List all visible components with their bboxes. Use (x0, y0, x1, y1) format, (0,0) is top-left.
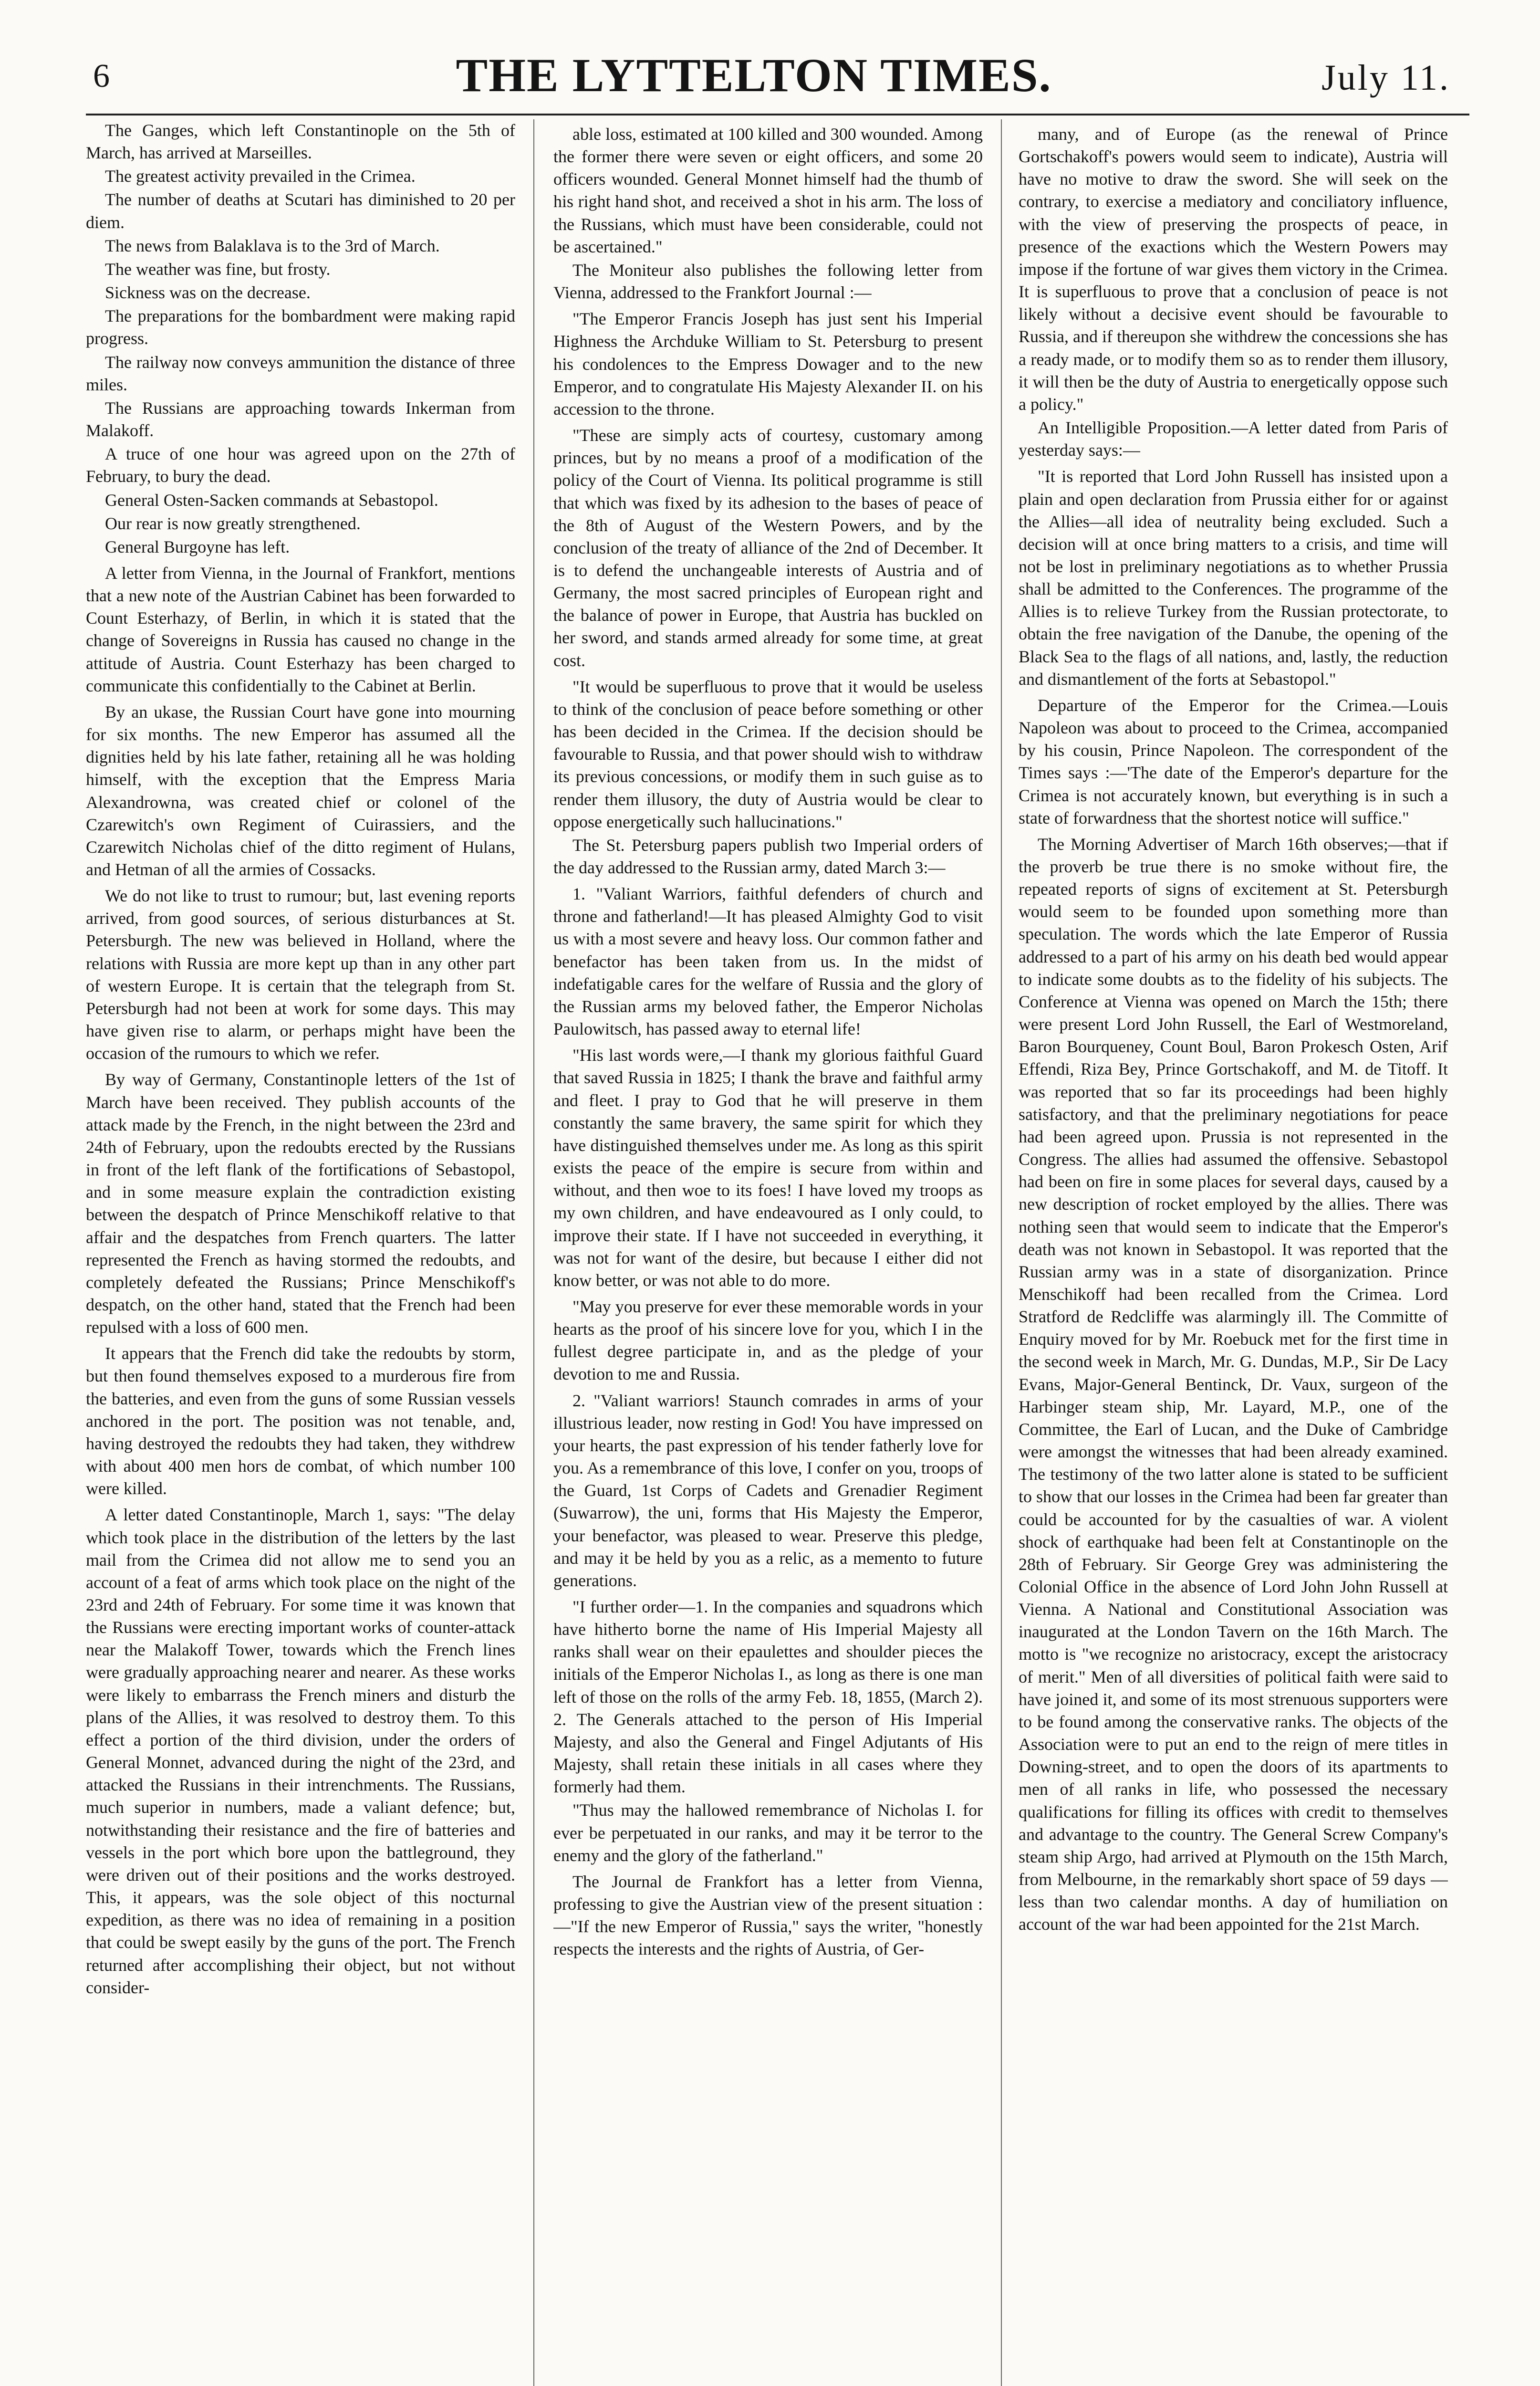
article-paragraph: By way of Germany, Constantinople letters of the 1st of March have been received. They publish accounts of the attack made by the French, in the night between the 23rd and 24th of February, upon the redoubts erected by the Russians in front of the left flank of the fortifications of Sebastopol, and in some measure explain the contradiction existing between the despatch of Prince Menschikoff relative to that affair and the despatches from French quarters. The latter represented the French as having stormed the redoubts, and completely defeated the Russians; Prince Menschikoff's despatch, on the other hand, stated that the French had been repulsed with a loss of 600 men. (86, 1070, 515, 1337)
newspaper-title: THE LYTTELTON TIMES. (456, 49, 1052, 102)
column-1 (86, 119, 515, 2386)
article-paragraph: The preparations for the bombardment were making rapid progress. (86, 306, 515, 348)
article-paragraph: Departure of the Emperor for the Crimea.—Louis Napoleon was about to proceed to the Crimea, accompanied by his cousin, Prince Napoleon. The correspondent of the Times says :—'The date of the Emperor's departure for the Crimea is not accurately known, but everything is in such a state of forwardness that the shortest notice will suffice." (1019, 695, 1448, 827)
article-paragraph: The greatest activity prevailed in the Crimea. (105, 167, 416, 186)
article-paragraph: 1. "Valiant Warriors, faithful defenders of church and throne and fatherland!—It has pleased Almighty God to visit us with a most severe and heavy loss. Our common father and benefactor has been taken from us. In the midst of indefatigable cares for the welfare of Russia and the glory of the Russian arms my beloved father, the Emperor Nicholas Paulowitsch, has passed away to eternal life! (553, 884, 983, 1039)
column-3 (1019, 119, 1448, 2386)
article-paragraph: "Thus may the hallowed remembrance of Nicholas I. for ever be perpetuated in our ranks, and may it be terror to the enemy and the glory of the fatherland." (553, 1800, 983, 1865)
article-paragraph: The news from Balaklava is to the 3rd of March. (105, 236, 440, 255)
article-paragraph: General Burgoyne has left. (105, 537, 290, 556)
page-number: 6 (93, 58, 110, 94)
article-paragraph: A truce of one hour was agreed upon on the 27th of February, to bury the dead. (86, 444, 515, 486)
article-paragraph: 2. "Valiant warriors! Staunch comrades in arms of your illustrious leader, now resting in God! You have impressed on your hearts, the past expression of his tender fatherly love for you. As a remembrance of this love, I confer on you, troops of the Guard, 1st Corps of Cadets and Grenadier Regiment (Suwarrow), the uni, forms that His Majesty the Emperor, your benefactor, was pleased to wear. Preserve this pledge, and may it be held by you as a relic, as a memento to future generations. (553, 1391, 983, 1590)
column-divider (533, 119, 534, 2386)
article-paragraph: General Osten-Sacken commands at Sebastopol. (105, 490, 438, 510)
article-paragraph: The number of deaths at Scutari has diminished to 20 per diem. (86, 190, 515, 232)
article-paragraph: The Ganges, which left Constantinople on the 5th of March, has arrived at Marseilles. (86, 121, 515, 163)
article-paragraph: "These are simply acts of courtesy, customary among princes, but by no means a proof of a modification of the policy of the Court of Vienna. Its political programme is still that which was fixed by its adhesion to the bases of peace of the 8th of August of the Western Powers, and by the conclusion of the treaty of alliance of the 2nd of December. It is to defend the unchangeable interests of Austria and of Germany, the most sacred principles of European right and the balance of power in Europe, that Austria has buckled on her sword, and stands armed already for some time, at great cost. (553, 426, 983, 670)
article-paragraph: We do not like to trust to rumour; but, last evening reports arrived, from good sources, of serious disturbances at St. Petersburgh. The new was believed in Holland, where the relations with Russia are more kept up than in any other part of western Europe. It is certain that the telegraph from St. Petersburgh had not been at work for some days. This may have given rise to alarm, or perhaps might have been the occasion of the rumours to which we refer. (86, 886, 515, 1063)
article-paragraph: By an ukase, the Russian Court have gone into mourning for six months. The new Emperor has assumed all the dignities held by his late father, retaining all he was holding himself, with the exception that the Empress Maria Alexandrowna, was created chief or colonel of the Czarewitch's own Regiment of Cuirassiers, and the Czarewitch Nicholas chief of the ditto regiment of Hulans, and Hetman of all the armies of Cossacks. (86, 702, 515, 879)
column-2 (553, 119, 983, 2386)
article-paragraph: "The Emperor Francis Joseph has just sent his Imperial Highness the Archduke William to St. Petersburg to present his condolences to the Empress Dowager and to the new Emperor, and to congratulate His Majesty Alexander II. on his accession to the throne. (553, 309, 983, 419)
article-paragraph: able loss, estimated at 100 killed and 300 wounded. Among the former there were seven or eight officers, and some 20 officers wounded. General Monnet himself had the thumb of his right hand shot, and received a shot in his arm. The loss of the Russians, which must have been considerable, could not be ascertained." (553, 125, 983, 256)
article-paragraph: "His last words were,—I thank my glorious faithful Guard that saved Russia in 1825; I thank the brave and faithful army and fleet. I pray to God that he will preserve in them constantly the same bravery, the same spirit for which they have distinguished themselves under me. As long as this spirit exists the peace of the empire is secure from within and without, and then woe to its foes! I have loved my troops as my own children, and have endeavoured as I only could, to improve their state. If I have not succeeded in everything, it was not for want of the desire, but because I either did not know better, or was not able to do more. (553, 1046, 983, 1290)
article-paragraph: The weather was fine, but frosty. (105, 259, 331, 279)
article-paragraph: "It is reported that Lord John Russell has insisted upon a plain and open declaration from Prussia either for or against the Allies—all idea of neutrality being excluded. Such a decision will at once bring matters to a crisis, and time will not be lost in preliminary negotiations as to whether Prussia shall be admitted to the Conferences. The programme of the Allies is to relieve Turkey from the Russian protectorate, to obtain the free navigation of the Danube, the opening of the Black Sea to the flags of all nations, and, lastly, the reduction and dismantlement of the forts at Sebastopol." (1019, 467, 1448, 689)
column-divider (1001, 119, 1002, 2386)
article-paragraph: The Moniteur also publishes the following letter from Vienna, addressed to the Frankfort Journal :— (553, 260, 983, 303)
page-header (57, 45, 1450, 117)
article-paragraph: The Russians are approaching towards Inkerman from Malakoff. (86, 398, 515, 440)
article-paragraph: Sickness was on the decrease. (105, 283, 311, 303)
article-paragraph: The St. Petersburg papers publish two Imperial orders of the day addressed to the Russian army, dated March 3:— (553, 835, 983, 877)
article-paragraph: The Morning Advertiser of March 16th observes;—that if the proverb be true there is no smoke without fire, the repeated reports of signs of excitement at St. Petersburgh would seem to be founded upon something more than speculation. The words which the late Emperor of Russia addressed to a part of his army on his death bed would appear to indicate some doubts as to the fidelity of his subjects. The Conference at Vienna was opened on March the 15th; there were present Lord John Russell, the Earl of Westmoreland, Baron Bourqueney, Count Boul, Baron Prokesch Osten, Arif Effendi, Riza Bey, Prince Gortschakoff, and M. de Titoff. It was reported that so far its proceedings had been highly satisfactory, and that the preliminary negotiations for peace had been agreed upon. Prussia is not represented in the Congress. The allies had assumed the offensive. Sebastopol had been on fire in some places for several days, caused by a new description of rocket employed by the allies. There was nothing seen that would seem to indicate that the Emperor's death was not known in Sebastopol. It was reported that the Russian army was in a state of disorganization. Prince Menschikoff had been recalled from the Crimea. Lord Stratford de Redcliffe was alarmingly ill. The Committe of Enquiry moved for by Mr. Roebuck met for the first time in the second week in March, Mr. G. Dundas, M.P., Sir De Lacy Evans, Major-General Bentinck, Dr. Vaux, surgeon of the Harbinger steam ship, Mr. Layard, M.P., one of the Committee, the Earl of Lucan, and the Duke of Cambridge were amongst the witnesses that had been already examined. The testimony of the two latter alone is stated to be sufficient to show that our losses in the Crimea had been far greater than could be accounted for by the casualties of war. A violent shock of earthquake had been felt at Constantinople on the 28th of February. Sir George Grey was administering the Colonial Office in the absence of Lord John John Russell at Vienna. A National and Constitutional Association was inaugurated at the London Tavern on the 16th March. The motto is "we recognize no aristocracy, except the aristocracy of merit." Men of all diversities of political faith were said to have joined it, and some of its most strenuous supporters were to be found among the conservative ranks. The objects of the Association were to put an end to the reign of mere titles in Downing-street, and to open the doors of its apartments to men of all ranks in life, who possessed the necessary qualifications for filling its offices with credit to themselves and advantage to the country. The General Screw Company's steam ship Argo, had arrived at Plymouth on the 15th March, from Melbourne, in the remarkably short space of 59 days —less than two calendar months. A day of humiliation on account of the war had been appointed for the 21st March. (1019, 834, 1448, 1934)
article-paragraph: A letter from Vienna, in the Journal of Frankfort, mentions that a new note of the Austrian Cabinet has been forwarded to Count Esterhazy, of Berlin, in which it is stated that the change of Sovereigns in Russia has caused no change in the attitude of Austria. Count Esterhazy has been charged to communicate this confidentially to the Cabinet at Berlin. (86, 563, 515, 695)
issue-date: July 11. (1321, 58, 1450, 98)
article-paragraph: A letter dated Constantinople, March 1, says: "The delay which took place in the distribution of the letters by the last mail from the Crimea did not allow me to send you an account of a feat of arms which took place on the night of the 23rd and 24th of February. For some time it was known that the Russians were erecting important works of counter-attack near the Malakoff Tower, towards which the French lines were gradually approaching nearer and nearer. As these works were likely to embarrass the French miners and disturb the plans of the Allies, it was resolved to destroy them. To this effect a portion of the third division, under the orders of General Monnet, advanced during the night of the 23rd, and attacked the Russians in their intrenchments. The Russians, much superior in numbers, made a valiant defence; but, notwithstanding their resistance and the fire of batteries and vessels in the port which bore upon the battleground, they were driven out of their positions and the works destroyed. This, it appears, was the sole object of this nocturnal expedition, as there was no idea of remaining in a position that could be swept easily by the guns of the port. The French returned after accomplishing their object, but not without consider- (86, 1505, 515, 1997)
header-rule (86, 114, 1469, 115)
article-paragraph: "It would be superfluous to prove that it would be useless to think of the conclusion of peace before something or other has been decided in the Crimea. If the decision should be favourable to Russia, and that power should wish to withdraw its previous concessions, or modify them in such guise as to render them illusory, the duty of Austria would be clear to oppose energetically such hallucinations." (553, 677, 983, 831)
article-paragraph: Our rear is now greatly strengthened. (105, 513, 361, 533)
article-paragraph: The Journal de Frankfort has a letter from Vienna, professing to give the Austrian view of the present situation :—"If the new Emperor of Russia," says the writer, "honestly respects the interests and the rights of Austria, of Ger- (553, 1872, 983, 1959)
article-paragraph: An Intelligible Proposition.—A letter dated from Paris of yesterday says:— (1019, 418, 1448, 460)
article-paragraph: The railway now conveys ammunition the distance of three miles. (86, 352, 515, 394)
article-paragraph: "May you preserve for ever these memorable words in your hearts as the proof of his sincere love for you, which I in the fullest degree participate in, and as the pledge of your devotion to me and Russia. (553, 1297, 983, 1384)
article-paragraph: It appears that the French did take the redoubts by storm, but then found themselves exposed to a murderous fire from the batteries, and even from the guns of some Russian vessels anchored in the port. The position was not tenable, and, having destroyed the redoubts they had taken, they withdrew with about 400 men hors de combat, of which number 100 were killed. (86, 1344, 515, 1498)
article-paragraph: many, and of Europe (as the renewal of Prince Gortschakoff's powers would seem to indicate), Austria will have no motive to draw the sword. She will seek on the contrary, to exercise a mediatory and conciliatory influence, with the view of preserving the prospects of peace, in presence of the exactions which the Western Powers may impose if the fortune of war gives them victory in the Crimea. It is superfluous to prove that a conclusion of peace is not likely without a decisive event should be favourable to Russia, and if thereupon she withdrew the concessions she has a ready made, or to modify them so as to render them illusory, it will then be the duty of Austria to energetically oppose such a policy." (1019, 125, 1448, 414)
article-paragraph: "I further order—1. In the companies and squadrons which have hitherto borne the name of His Imperial Majesty all ranks shall wear on their epaulettes and shoulder pieces the initials of the Emperor Nicholas I., as long as there is one man left of those on the rolls of the army Feb. 18, 1855, (March 2). 2. The Generals attached to the person of His Imperial Majesty, and also the General and Fingel Adjutants of His Majesty, shall retain these initials in all cases where they formerly had them. (553, 1597, 983, 1797)
